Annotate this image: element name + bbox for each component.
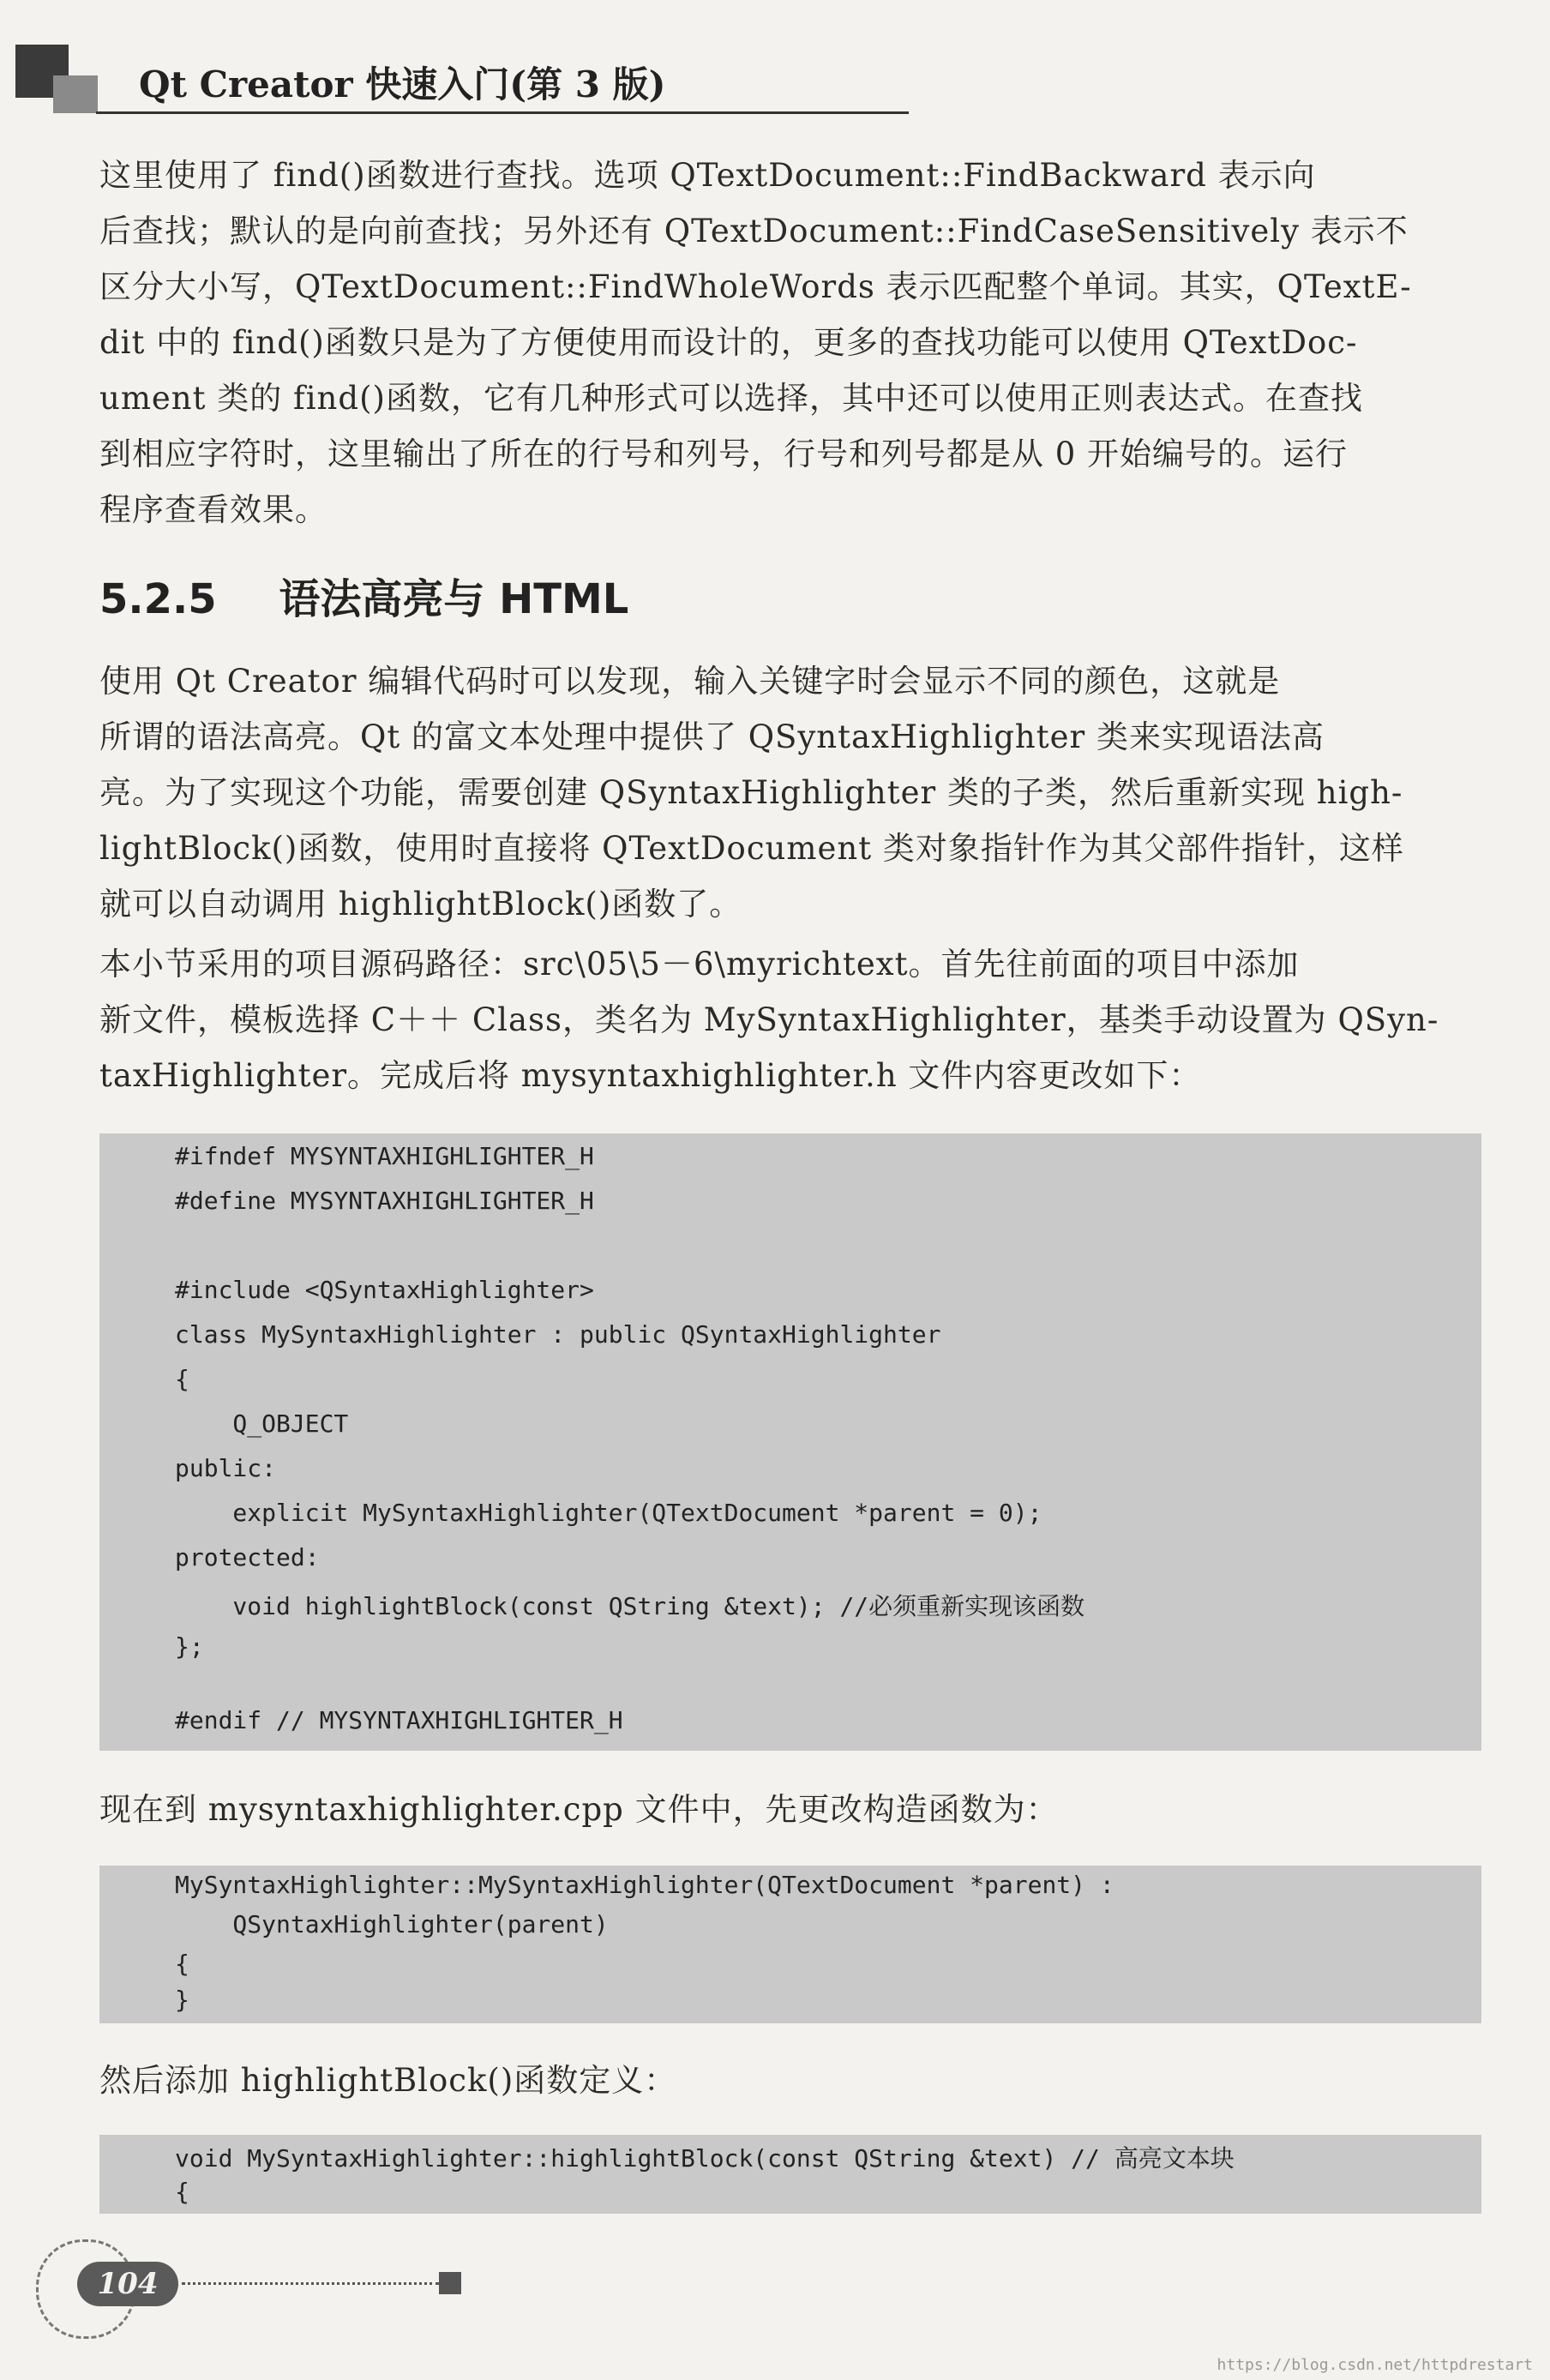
code-line: { [175, 1950, 189, 1978]
text-line: 本小节采用的项目源码路径：src\05\5－6\myrichtext。首先往前面的项目中添加 [99, 946, 1300, 983]
code-block-header-file [99, 1133, 1481, 1751]
code-line: void highlightBlock(const QString &text); //必须重新实现该函数 [175, 1592, 1085, 1620]
code-line: #endif // MYSYNTAXHIGHLIGHTER_H [175, 1706, 623, 1734]
code-block-highlightblock [99, 2135, 1481, 2214]
code-line: { [175, 1365, 189, 1393]
code-line: #define MYSYNTAXHIGHLIGHTER_H [175, 1187, 594, 1215]
code-line: { [175, 2178, 189, 2206]
section-title: 语法高亮与 HTML [279, 575, 629, 623]
text-line: taxHighlighter。完成后将 mysyntaxhighlighter.h 文件内容更改如下： [99, 1057, 1202, 1094]
text-line: lightBlock()函数，使用时直接将 QTextDocument 类对象指针作为其父部件指针，这样 [99, 830, 1404, 867]
text-line: 新文件，模板选择 C＋＋ Class，类名为 MySyntaxHighlighter，基类手动设置为 QSyn- [99, 1001, 1439, 1038]
footer-square-mark [439, 2272, 461, 2294]
paragraph-highlightblock-intro [99, 2052, 1480, 2108]
text-line: 然后添加 highlightBlock()函数定义： [99, 2062, 677, 2099]
paragraph-project-source [99, 936, 1480, 1103]
text-line: 到相应字符时，这里输出了所在的行号和列号，行号和列号都是从 0 开始编号的。运行 [99, 436, 1349, 472]
code-line: void MySyntaxHighlighter::highlightBlock(const QString &text) // 高亮文本块 [175, 2144, 1235, 2173]
code-line: } [175, 1986, 189, 2014]
code-line: Q_OBJECT [175, 1409, 349, 1438]
text-line: 这里使用了 find()函数进行查找。选项 QTextDocument::FindBackward 表示向 [99, 157, 1316, 194]
watermark-url: https://blog.csdn.net/httpdrestart [1217, 2356, 1533, 2374]
code-line: protected: [175, 1543, 320, 1572]
footer-dotted-rule [182, 2282, 439, 2285]
header-rule [96, 111, 909, 114]
text-line: ument 类的 find()函数，它有几种形式可以选择，其中还可以使用正则表达式。在查找 [99, 380, 1363, 417]
section-number: 5.2.5 [99, 575, 217, 623]
text-line: 后查找；默认的是向前查找；另外还有 QTextDocument::FindCaseSensitively 表示不 [99, 213, 1409, 249]
page-number: 104 [77, 2262, 178, 2306]
paragraph-syntax-highlight [99, 653, 1480, 932]
text-line: 所谓的语法高亮。Qt 的富文本处理中提供了 QSyntaxHighlighter 类来实现语法高 [99, 718, 1325, 755]
code-line: QSyntaxHighlighter(parent) [175, 1910, 609, 1938]
code-line: #include <QSyntaxHighlighter> [175, 1276, 594, 1304]
text-line: 区分大小写，QTextDocument::FindWholeWords 表示匹配整个单词。其实，QTextE- [99, 268, 1412, 305]
code-line: #ifndef MYSYNTAXHIGHLIGHTER_H [175, 1142, 594, 1170]
text-line: 现在到 mysyntaxhighlighter.cpp 文件中，先更改构造函数为： [99, 1791, 1059, 1828]
code-line: MySyntaxHighlighter::MySyntaxHighlighter(QTextDocument *parent) : [175, 1871, 1114, 1899]
code-line: explicit MySyntaxHighlighter(QTextDocument *parent = 0); [175, 1499, 1042, 1527]
text-line: 亮。为了实现这个功能，需要创建 QSyntaxHighlighter 类的子类，然后重新实现 high- [99, 774, 1403, 811]
intro-paragraph [99, 147, 1480, 538]
text-line: dit 中的 find()函数只是为了方便使用而设计的，更多的查找功能可以使用 QTextDoc- [99, 324, 1358, 361]
code-line: public: [175, 1454, 277, 1482]
code-block-constructor [99, 1866, 1481, 2023]
code-line: class MySyntaxHighlighter : public QSyntaxHighlighter [175, 1320, 941, 1349]
code-line: }; [175, 1632, 204, 1661]
text-line: 程序查看效果。 [99, 491, 327, 528]
text-line: 使用 Qt Creator 编辑代码时可以发现，输入关键字时会显示不同的颜色，这就是 [99, 663, 1281, 700]
text-line: 就可以自动调用 highlightBlock()函数了。 [99, 886, 742, 923]
running-header-title: Qt Creator 快速入门(第 3 版) [139, 63, 666, 105]
paragraph-constructor-intro [99, 1782, 1480, 1837]
header-corner-mark-shadow [53, 75, 98, 113]
section-heading [99, 566, 628, 625]
